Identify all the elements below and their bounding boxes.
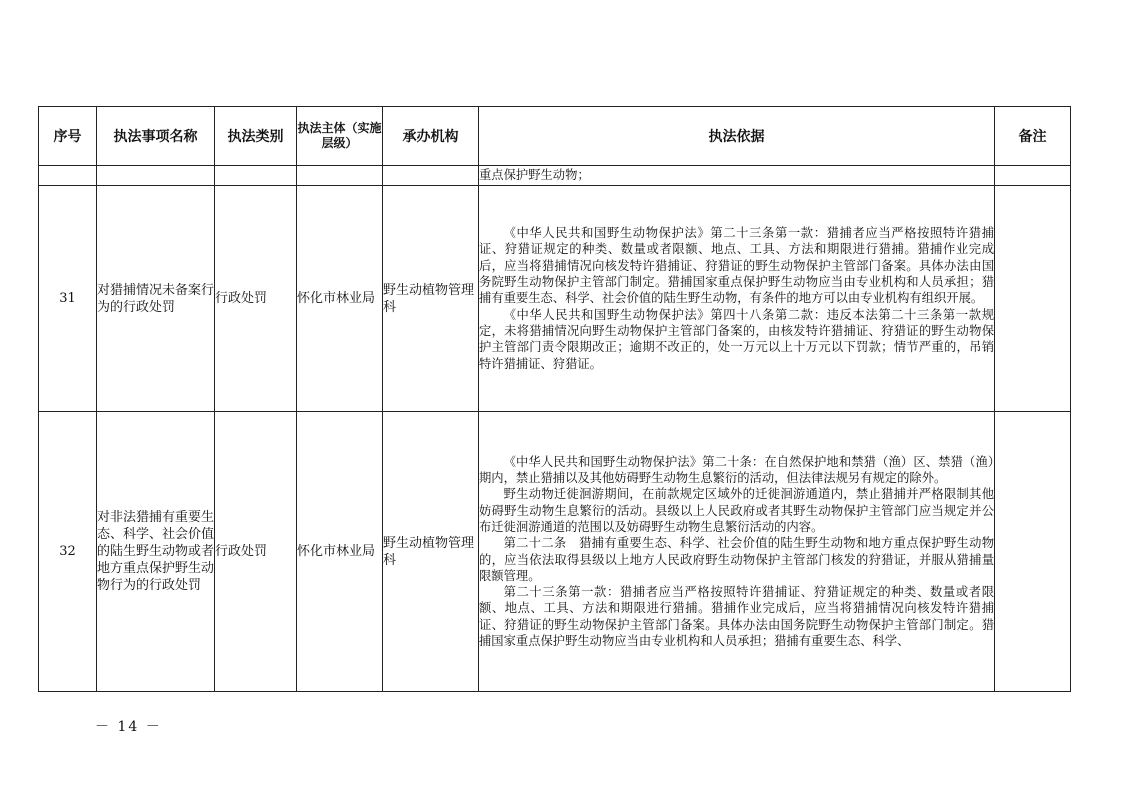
row-item-name: 对非法猎捕有重要生态、科学、社会价值的陆生野生动物或者地方重点保护野生动物行为的行政处罚 bbox=[97, 412, 215, 692]
basis-paragraph: 第二十三条第一款：猎捕者应当严格按照特许猎捕证、狩猎证规定的种类、数量或者限额、地点、工具、方法和期限进行猎捕。猎捕作业完成后，应当将猎捕情况向核发特许猎捕证、狩猎证的野生动物保护主管部门备案。具体办法由国务院野生动物保护主管部门制定。猎捕国家重点保护野生动物应当由专业机构和人员承担；猎捕有重要生态、科学、 bbox=[479, 585, 994, 648]
row-category: 行政处罚 bbox=[215, 186, 297, 412]
row-remark bbox=[995, 412, 1071, 692]
basis-paragraph: 《中华人民共和国野生动物保护法》第二十条：在自然保护地和禁猎（渔）区、禁猎（渔）期内，禁止猎捕以及其他妨碍野生动物生息繁衍的活动，但法律法规另有规定的除外。 bbox=[479, 454, 994, 486]
header-category: 执法类别 bbox=[215, 107, 297, 166]
continuation-basis bbox=[479, 166, 995, 186]
header-row bbox=[39, 107, 1071, 166]
enforcement-table bbox=[38, 106, 1071, 692]
row-basis bbox=[479, 412, 995, 692]
row-subject: 怀化市林业局 bbox=[297, 186, 383, 412]
basis-paragraph: 第二十二条 猎捕有重要生态、科学、社会价值的陆生野生动物和地方重点保护野生动物的，应当依法取得县级以上地方人民政府野生动物保护主管部门核发的狩猎证，并服从猎捕量限额管理。 bbox=[479, 536, 994, 583]
table-row bbox=[39, 412, 1071, 692]
row-subject: 怀化市林业局 bbox=[297, 412, 383, 692]
empty-cell bbox=[39, 166, 97, 186]
row-basis bbox=[479, 186, 995, 412]
header-remark: 备注 bbox=[995, 107, 1071, 166]
row-remark bbox=[995, 186, 1071, 412]
row-seq: 31 bbox=[39, 186, 97, 412]
empty-cell bbox=[215, 166, 297, 186]
continuation-row bbox=[39, 166, 1071, 186]
row-item-name: 对猎捕情况未备案行为的行政处罚 bbox=[97, 186, 215, 412]
page-number: － 14 － bbox=[95, 719, 162, 735]
row-agency: 野生动植物管理科 bbox=[383, 186, 479, 412]
table-row bbox=[39, 186, 1071, 412]
empty-cell bbox=[297, 166, 383, 186]
basis-paragraph: 重点保护野生动物； bbox=[479, 168, 590, 183]
basis-paragraph: 《中华人民共和国野生动物保护法》第二十三条第一款：猎捕者应当严格按照特许猎捕证、狩猎证规定的种类、数量或者限额、地点、工具、方法和期限进行猎捕。猎捕作业完成后，应当将猎捕情况向核发特许猎捕证、狩猎证的野生动物保护主管部门备案。具体办法由国务院野生动物保护主管部门制定。猎捕国家重点保护野生动物应当由专业机构和人员承担；猎捕有重要生态、科学、社会价值的陆生野生动物，有条件的地方可以由专业机构有组织开展。 bbox=[479, 226, 994, 306]
row-seq: 32 bbox=[39, 412, 97, 692]
basis-paragraph: 《中华人民共和国野生动物保护法》第四十八条第二款：违反本法第二十三条第一款规定，未将猎捕情况向野生动物保护主管部门备案的，由核发特许猎捕证、狩猎证的野生动物保护主管部门责令限期改正；逾期不改正的，处一万元以上十万元以下罚款；情节严重的，吊销特许猎捕证、狩猎证。 bbox=[479, 307, 994, 371]
header-item-name: 执法事项名称 bbox=[97, 107, 215, 166]
header-basis: 执法依据 bbox=[479, 107, 995, 166]
empty-cell bbox=[97, 166, 215, 186]
empty-cell bbox=[995, 166, 1071, 186]
empty-cell bbox=[383, 166, 479, 186]
row-category: 行政处罚 bbox=[215, 412, 297, 692]
header-subject: 执法主体（实施层级） bbox=[297, 107, 383, 166]
header-seq: 序号 bbox=[39, 107, 97, 166]
basis-paragraph: 野生动物迁徙洄游期间，在前款规定区域外的迁徙洄游通道内，禁止猎捕并严格限制其他妨碍野生动物生息繁衍的活动。县级以上人民政府或者其野生动物保护主管部门应当规定并公布迁徙洄游通道的范围以及妨碍野生动物生息繁衍活动的内容。 bbox=[479, 487, 994, 534]
header-agency: 承办机构 bbox=[383, 107, 479, 166]
row-agency: 野生动植物管理科 bbox=[383, 412, 479, 692]
